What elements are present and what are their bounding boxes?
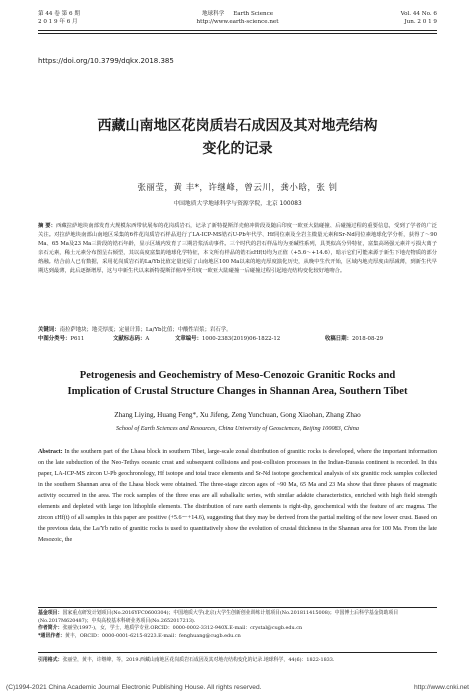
fund-note	[38, 610, 437, 625]
citation-note	[38, 657, 437, 665]
corr-text: 黄丰，ORCID：0000-0001-6215-8223.E-mail：fenghuang@cugb.edu.cn	[65, 632, 241, 639]
chinese-authors: 张丽莹，黄 丰*，许继峰，曾云川，龚小晗，张 钊	[137, 183, 338, 193]
classification-line	[38, 335, 437, 344]
chinese-affiliation: 中国地质大学地球科学与资源学院，北京 100083	[173, 201, 302, 207]
article-code-value: A	[145, 336, 150, 342]
running-header	[38, 10, 437, 46]
english-title-line2: Implication of Crustal Structure Changes in Shannan Area, Southern Tibet	[67, 386, 408, 397]
chinese-keywords	[38, 326, 437, 335]
english-abstract-text: In the southern part of the Lhasa block in southern Tibet, large-scale zonal distribution of granitic rocks is developed, where the important information on the late subduction of the Neo-Tethys oceanic crust and subsequent collisions and post-collision processes in the Indian-Eurasia continent is recorded. In this paper, LA-ICP-MS zircon U-Pb geochronology, Hf isotope and total trace elements and Sr-Nd isotope geochemical analysis of six granitic rock samples collected in the southern Shannan area of the Lhasa block were obtained. The three-stage zircon ages of ~90 Ma, 65 Ma and 23 Ma show that three phases of magmatic activity occurred in the area. The rock samples of the three eras are all subalkalic series, with similar adakite characteristics, enriched with high field strength elements and depleted with large ion lithophile elements. The distribution of rare earth elements is right-dip, geochemical with the feature of arc magma. The zircon εHf(t) of all samples in this paper are positive (+5.6～+14.6), suggesting that they may be derived from the partial melting of the new lower crust. Based on the previous data, the La/Yb ratio of granitic rocks is used to quantitatively show the evolution of crustal thickness in the Shannan area for 100 Ma. From the late Mesozoic, the	[38, 449, 437, 543]
chinese-title	[38, 115, 437, 161]
english-title	[38, 368, 437, 400]
header-rule-bottom	[38, 33, 437, 34]
cite-label: 引用格式：	[38, 657, 63, 663]
chinese-title-line1: 西藏山南地区花岗质岩石成因及其对地壳结构	[97, 118, 378, 134]
corr-label: *通讯作者：	[38, 632, 66, 639]
volume-en: Vol. 44 No. 6	[400, 11, 437, 17]
author-note	[38, 625, 437, 633]
fund-text: 国家重点研发计划项目(No.2016YFC0600304)；中国地质大学(北京)大学生创新创业训练计划项目(No.201811415008)；中国博士后科学基金资助项目(No.2017M620487)；中央高校基本科研业务项目(No.2652017213).	[38, 610, 399, 624]
cnki-link[interactable]: http://www.cnki.net	[414, 684, 469, 691]
clc-value: P611	[70, 336, 85, 342]
english-authors: Zhang Liying, Huang Feng*, Xu Jifeng, Zeng Yunchuan, Gong Xiaohan, Zhang Zhao	[114, 411, 361, 419]
author-label: 作者简介：	[38, 625, 63, 631]
english-affiliation: School of Earth Sciences and Resources, China University of Geosciences, Beijing 100083, China	[116, 425, 359, 432]
article-code-label: 文献标志码：	[113, 336, 146, 342]
author-text: 张丽莹(1997-)，女，学士，地质学专业.ORCID：0000-0002-3312-940X.E-mail：crystal@cugb.edu.cn	[62, 625, 303, 631]
doc-code-value: 1000-2383(2019)06-1822-12	[201, 336, 281, 342]
received-value: 2018-08-29	[351, 336, 384, 342]
fund-label: 基金项目：	[38, 610, 63, 616]
chinese-title-line2: 变化的记录	[202, 141, 273, 157]
corresponding-note	[38, 633, 437, 641]
chinese-abstract-text: 西藏拉萨地块南部发育大规模东西带状展布的花岗质岩石，记录了新特提斯洋壳俯冲阶段及随后印度一欧亚大陆碰撞、后碰撞过程的重要信息，受到了学者的广泛关注。对拉萨地块南部山南地区采集的6件花岗质岩石样品进行了LA-ICP-MS锆石U-Pb年代学、Hf同位素及全岩主微量元素和Sr-Nd同位素地球化学分析，获得了～90 Ma、65 Ma及23 Ma三阶段的锆石年龄，显示区域内发育了三期岩浆活动事件。三个时代的岩石样品均为亚碱性系列，具类似高分异特征，富集高场强元素并亏损大离子亲石元素，稀土元素分布图呈右倾型，其以高度富集的地球化学特征，本文所有样品的锆石εHf(t)均为正值（+5.6～+14.6），暗示它们可能来源于新生下地壳物质的部分熔融。结合前人已有数据，采用花岗质岩石的La/Yb比值定量还原了山南地区100 Ma以来的地壳厚度演化历史，从晚中生代开始，区域内地壳厚度由厚减薄，到新生代早期达到最薄，此后逐渐增厚，这与中新生代以来新特提斯洋俯冲至印度一欧亚大陆碰撞一后碰撞过程引起地壳结构变化较好地吻合。	[38, 223, 437, 274]
header-right	[401, 10, 437, 26]
copyright-text: (C)1994-2021 China Academic Journal Electronic Publishing House. All rights reserved.	[6, 684, 262, 691]
doi-link[interactable]: https://doi.org/10.3799/dqkx.2018.385	[38, 57, 174, 65]
doc-code-label: 文章编号：	[175, 336, 202, 342]
keywords-label: 关键词：	[38, 327, 60, 333]
date-en: Jun. 2 0 1 9	[404, 19, 437, 25]
footnotes	[38, 610, 437, 640]
english-title-line1: Petrogenesis and Geochemistry of Meso-Cenozoic Granitic Rocks and	[79, 370, 396, 381]
journal-url[interactable]: http://www.earth-science.net	[196, 19, 279, 25]
journal-cn: 地球科学	[201, 11, 225, 17]
keywords-text: 南拉萨地块；地壳厚度；定量计算；La/Yb比值；中酸性岩浆；岩石学。	[59, 327, 232, 333]
english-abstract	[38, 447, 437, 546]
chinese-abstract-label: 摘 要：	[38, 223, 57, 229]
received-label: 收稿日期：	[325, 336, 352, 342]
journal-en: Earth Science	[233, 11, 274, 17]
chinese-abstract	[38, 222, 437, 276]
cite-text: 张丽莹，黄丰，许继峰，等，2019.西藏山南地区花岗质岩石成因及其对地壳结构变化的记录.地球科学，44(6)：1822-1833.	[62, 657, 335, 663]
footnote-rule	[38, 607, 437, 608]
clc-label: 中图分类号：	[38, 336, 71, 342]
volume-cn: 第 44 卷 第 6 期	[38, 11, 80, 17]
english-abstract-label: Abstract:	[38, 449, 63, 455]
header-center	[38, 10, 437, 26]
citation-rule	[38, 652, 437, 653]
copyright-bar	[6, 684, 469, 691]
header-rule-top	[38, 30, 437, 31]
date-cn: 2 0 1 9 年 6 月	[38, 19, 78, 25]
